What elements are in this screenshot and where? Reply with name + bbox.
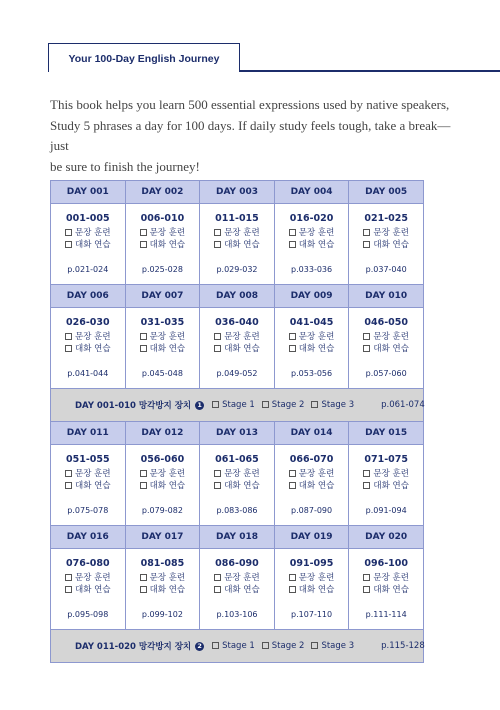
page-title: Your 100-Day English Journey	[68, 53, 220, 65]
page-range: p.075-078	[67, 506, 109, 515]
task-label: 대화 연습	[75, 344, 111, 354]
task-label: 대화 연습	[149, 585, 186, 595]
day-cell	[51, 549, 126, 630]
task-sentence[interactable]	[200, 572, 274, 584]
expression-range: 051-055	[65, 454, 110, 465]
day-cell	[274, 308, 349, 389]
expression-range: 041-045	[289, 317, 334, 328]
day-header: DAY 007	[125, 285, 200, 308]
day-header: DAY 005	[349, 181, 424, 204]
page-range: p.037-040	[365, 265, 407, 274]
checkbox[interactable]	[363, 333, 370, 340]
day-cell	[349, 204, 424, 285]
review-number-badge: 2	[195, 642, 204, 651]
checkbox[interactable]	[212, 401, 219, 408]
checkbox[interactable]	[140, 229, 147, 236]
checkbox[interactable]	[262, 401, 269, 408]
review-stage[interactable]	[212, 641, 255, 651]
day-header: DAY 002	[125, 181, 200, 204]
page-range: p.021-024	[67, 265, 109, 274]
expression-range: 066-070	[289, 454, 334, 465]
checkbox[interactable]	[289, 482, 296, 489]
expression-range: 006-010	[140, 213, 185, 224]
day-header: DAY 004	[274, 181, 349, 204]
task-label: 대화 연습	[224, 585, 260, 595]
day-header: DAY 008	[200, 285, 275, 308]
expression-range: 011-015	[215, 213, 259, 224]
checkbox[interactable]	[214, 574, 221, 581]
review-page-range: p.115-128	[381, 641, 425, 651]
checkbox[interactable]	[140, 586, 147, 593]
task-dialogue[interactable]	[126, 480, 200, 492]
page-range: p.049-052	[216, 369, 258, 378]
checkbox[interactable]	[214, 333, 221, 340]
page-range: p.045-048	[141, 369, 183, 378]
task-label: 문장 훈련	[149, 228, 186, 238]
day-header: DAY 010	[349, 285, 424, 308]
expression-range: 081-085	[140, 558, 185, 569]
task-dialogue[interactable]	[349, 584, 423, 596]
intro-line: be sure to finish the journey!	[50, 158, 200, 174]
task-label: 문장 훈련	[224, 469, 260, 479]
task-label: 문장 훈련	[373, 469, 409, 479]
page-range: p.033-036	[291, 265, 333, 274]
checkbox[interactable]	[289, 333, 296, 340]
task-sentence[interactable]	[51, 331, 125, 343]
task-sentence[interactable]	[349, 331, 423, 343]
day-cell	[51, 204, 126, 285]
task-sentence[interactable]	[126, 468, 200, 480]
task-sentence[interactable]	[200, 468, 274, 480]
page-range: p.025-028	[141, 265, 183, 274]
task-label: 대화 연습	[298, 585, 335, 595]
checkbox[interactable]	[214, 586, 221, 593]
day-header: DAY 001	[51, 181, 126, 204]
task-sentence[interactable]	[275, 227, 349, 239]
intro-line: This book helps you learn 500 essential expressions used by native speakers,	[50, 97, 450, 112]
day-cell	[349, 549, 424, 630]
day-header: DAY 014	[274, 422, 349, 445]
review-number-badge: 1	[195, 401, 204, 410]
review-row	[51, 389, 424, 422]
task-label: 문장 훈련	[298, 469, 335, 479]
expression-range: 021-025	[364, 213, 408, 224]
review-row	[51, 630, 424, 663]
task-dialogue[interactable]	[200, 343, 274, 355]
checkbox[interactable]	[363, 586, 370, 593]
checkbox[interactable]	[140, 345, 147, 352]
page-range: p.029-032	[216, 265, 258, 274]
task-sentence[interactable]	[126, 227, 200, 239]
checkbox[interactable]	[65, 574, 72, 581]
header-rule	[240, 70, 500, 72]
task-label: 대화 연습	[224, 344, 260, 354]
checkbox[interactable]	[289, 241, 296, 248]
page-range: p.111-114	[365, 610, 407, 619]
expression-range: 091-095	[289, 558, 334, 569]
task-label: 문장 훈련	[149, 332, 186, 342]
task-sentence[interactable]	[126, 331, 200, 343]
task-sentence[interactable]	[275, 468, 349, 480]
checkbox[interactable]	[311, 401, 318, 408]
task-label: 문장 훈련	[149, 573, 186, 583]
day-cell	[274, 445, 349, 526]
checkbox[interactable]	[289, 586, 296, 593]
task-sentence[interactable]	[349, 227, 423, 239]
day-cell	[200, 445, 275, 526]
day-header: DAY 016	[51, 526, 126, 549]
task-dialogue[interactable]	[200, 584, 274, 596]
day-header: DAY 009	[274, 285, 349, 308]
study-schedule-table	[50, 180, 424, 663]
checkbox[interactable]	[140, 482, 147, 489]
task-label: 대화 연습	[149, 240, 186, 250]
expression-range: 036-040	[215, 317, 259, 328]
day-cell	[51, 445, 126, 526]
day-header: DAY 013	[200, 422, 275, 445]
task-sentence[interactable]	[51, 468, 125, 480]
task-label: 대화 연습	[373, 585, 409, 595]
page-range: p.053-056	[291, 369, 333, 378]
checkbox[interactable]	[311, 642, 318, 649]
task-label: 문장 훈련	[75, 469, 111, 479]
task-sentence[interactable]	[349, 468, 423, 480]
checkbox[interactable]	[214, 470, 221, 477]
day-header: DAY 006	[51, 285, 126, 308]
day-cell	[125, 549, 200, 630]
day-cell	[125, 204, 200, 285]
task-label: 문장 훈련	[298, 228, 335, 238]
checkbox[interactable]	[212, 642, 219, 649]
stage-label: Stage 1	[222, 400, 255, 410]
task-dialogue[interactable]	[51, 239, 125, 251]
task-label: 대화 연습	[373, 481, 409, 491]
day-header: DAY 017	[125, 526, 200, 549]
review-page-range: p.061-074	[381, 400, 425, 410]
task-dialogue[interactable]	[275, 584, 349, 596]
expression-range: 026-030	[65, 317, 110, 328]
checkbox[interactable]	[140, 470, 147, 477]
day-cell	[349, 445, 424, 526]
task-dialogue[interactable]	[126, 343, 200, 355]
day-header: DAY 019	[274, 526, 349, 549]
task-label: 문장 훈련	[298, 332, 335, 342]
task-label: 대화 연습	[75, 240, 111, 250]
task-dialogue[interactable]	[51, 480, 125, 492]
task-label: 대화 연습	[149, 344, 186, 354]
day-cell	[51, 308, 126, 389]
page-range: p.083-086	[216, 506, 258, 515]
page-range: p.041-044	[67, 369, 109, 378]
task-label: 문장 훈련	[373, 228, 409, 238]
expression-range: 046-050	[364, 317, 408, 328]
review-stage[interactable]	[262, 400, 305, 410]
checkbox[interactable]	[363, 482, 370, 489]
checkbox[interactable]	[262, 642, 269, 649]
day-header: DAY 011	[51, 422, 126, 445]
day-header: DAY 012	[125, 422, 200, 445]
checkbox[interactable]	[289, 229, 296, 236]
expression-range: 086-090	[215, 558, 259, 569]
checkbox[interactable]	[65, 586, 72, 593]
task-label: 문장 훈련	[298, 573, 335, 583]
task-label: 대화 연습	[224, 481, 260, 491]
expression-range: 016-020	[289, 213, 334, 224]
checkbox[interactable]	[363, 229, 370, 236]
day-cell	[125, 445, 200, 526]
checkbox[interactable]	[65, 229, 72, 236]
expression-range: 056-060	[140, 454, 185, 465]
task-dialogue[interactable]	[349, 343, 423, 355]
checkbox[interactable]	[214, 482, 221, 489]
stage-label: Stage 2	[271, 400, 305, 410]
task-dialogue[interactable]	[275, 480, 349, 492]
checkbox[interactable]	[65, 333, 72, 340]
intro-paragraph	[50, 95, 460, 177]
day-cell	[349, 308, 424, 389]
checkbox[interactable]	[140, 241, 147, 248]
task-label: 문장 훈련	[75, 228, 111, 238]
task-label: 대화 연습	[298, 240, 335, 250]
task-dialogue[interactable]	[126, 584, 200, 596]
checkbox[interactable]	[289, 470, 296, 477]
task-label: 대화 연습	[224, 240, 260, 250]
expression-range: 071-075	[364, 454, 408, 465]
task-label: 문장 훈련	[224, 228, 260, 238]
stage-label: Stage 3	[321, 641, 355, 651]
task-label: 문장 훈련	[373, 332, 409, 342]
task-label: 대화 연습	[373, 240, 409, 250]
day-header: DAY 018	[200, 526, 275, 549]
day-cell	[274, 549, 349, 630]
task-label: 대화 연습	[75, 481, 111, 491]
stage-label: Stage 1	[222, 641, 255, 651]
stage-label: Stage 3	[321, 400, 355, 410]
task-sentence[interactable]	[200, 331, 274, 343]
task-label: 문장 훈련	[224, 332, 260, 342]
task-sentence[interactable]	[275, 572, 349, 584]
page-range: p.087-090	[291, 506, 333, 515]
checkbox[interactable]	[140, 333, 147, 340]
task-sentence[interactable]	[200, 227, 274, 239]
checkbox[interactable]	[214, 229, 221, 236]
day-cell	[200, 308, 275, 389]
review-title: DAY 001-010 망각방지 장치 1	[75, 399, 204, 411]
task-sentence[interactable]	[51, 227, 125, 239]
day-header: DAY 003	[200, 181, 275, 204]
checkbox[interactable]	[289, 345, 296, 352]
task-dialogue[interactable]	[51, 343, 125, 355]
task-dialogue[interactable]	[51, 584, 125, 596]
task-label: 대화 연습	[373, 344, 409, 354]
checkbox[interactable]	[363, 241, 370, 248]
task-label: 문장 훈련	[75, 573, 111, 583]
task-sentence[interactable]	[275, 331, 349, 343]
expression-range: 096-100	[364, 558, 408, 569]
review-stage[interactable]	[311, 400, 354, 410]
checkbox[interactable]	[363, 470, 370, 477]
review-stage[interactable]	[212, 400, 255, 410]
page-range: p.107-110	[291, 610, 333, 619]
review-title: DAY 011-020 망각방지 장치 2	[75, 640, 204, 652]
checkbox[interactable]	[214, 241, 221, 248]
task-dialogue[interactable]	[126, 239, 200, 251]
task-label: 대화 연습	[75, 585, 111, 595]
task-label: 문장 훈련	[75, 332, 111, 342]
task-dialogue[interactable]	[349, 239, 423, 251]
checkbox[interactable]	[363, 345, 370, 352]
task-dialogue[interactable]	[200, 480, 274, 492]
checkbox[interactable]	[214, 345, 221, 352]
task-dialogue[interactable]	[275, 343, 349, 355]
header-tab	[48, 43, 240, 72]
task-label: 대화 연습	[298, 481, 335, 491]
task-label: 대화 연습	[149, 481, 186, 491]
day-cell	[200, 549, 275, 630]
day-cell	[274, 204, 349, 285]
checkbox[interactable]	[65, 241, 72, 248]
review-stage[interactable]	[262, 641, 305, 651]
review-stage[interactable]	[311, 641, 354, 651]
checkbox[interactable]	[65, 482, 72, 489]
expression-range: 076-080	[65, 558, 110, 569]
day-cell	[200, 204, 275, 285]
task-label: 문장 훈련	[149, 469, 186, 479]
expression-range: 031-035	[140, 317, 185, 328]
stage-label: Stage 2	[271, 641, 305, 651]
day-header: DAY 015	[349, 422, 424, 445]
checkbox[interactable]	[140, 574, 147, 581]
expression-range: 001-005	[65, 213, 110, 224]
expression-range: 061-065	[215, 454, 259, 465]
task-sentence[interactable]	[349, 572, 423, 584]
task-label: 문장 훈련	[224, 573, 260, 583]
day-cell	[125, 308, 200, 389]
task-dialogue[interactable]	[275, 239, 349, 251]
page-range: p.079-082	[141, 506, 183, 515]
page-range: p.095-098	[67, 610, 109, 619]
task-dialogue[interactable]	[349, 480, 423, 492]
page-range: p.091-094	[365, 506, 407, 515]
task-dialogue[interactable]	[200, 239, 274, 251]
checkbox[interactable]	[65, 345, 72, 352]
checkbox[interactable]	[289, 574, 296, 581]
intro-line: Study 5 phrases a day for 100 days. If daily study feels tough, take a break—just	[50, 117, 451, 153]
page-range: p.057-060	[365, 369, 407, 378]
day-header: DAY 020	[349, 526, 424, 549]
task-sentence[interactable]	[126, 572, 200, 584]
checkbox[interactable]	[363, 574, 370, 581]
page-range: p.099-102	[141, 610, 183, 619]
checkbox[interactable]	[65, 470, 72, 477]
task-label: 대화 연습	[298, 344, 335, 354]
page-range: p.103-106	[216, 610, 258, 619]
task-sentence[interactable]	[51, 572, 125, 584]
task-label: 문장 훈련	[373, 573, 409, 583]
